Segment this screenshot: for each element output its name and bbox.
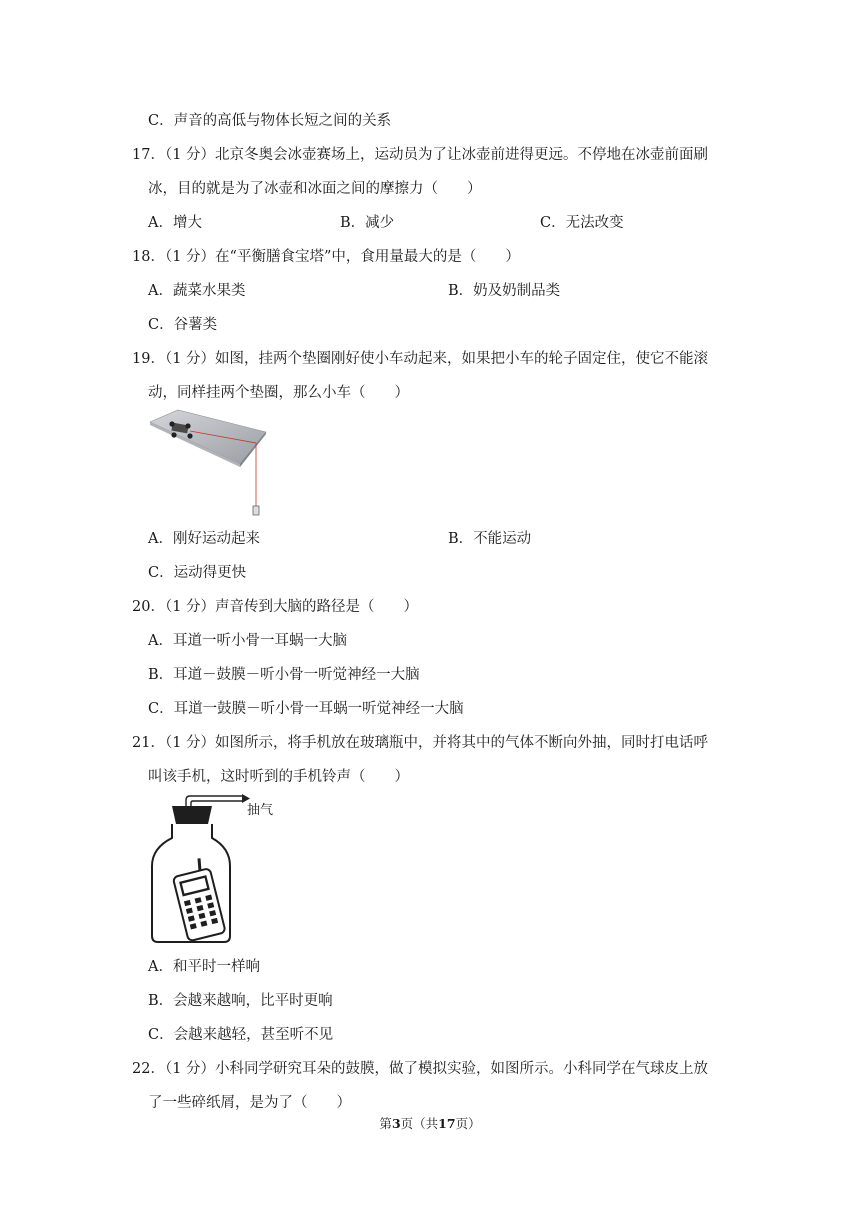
q19-stem-line1: 19．（1 分）如图，挂两个垫圈刚好使小车动起来，如果把小车的轮子固定住，使它不能滚 <box>132 351 709 367</box>
q17-option-b: B．减少 <box>340 215 395 231</box>
footer-suffix: 页） <box>455 1116 481 1131</box>
q20-option-b: B．耳道－鼓膜－听小骨一听觉神经一大脑 <box>148 667 420 683</box>
q21-stem-line1: 21．（1 分）如图所示，将手机放在玻璃瓶中，并将其中的气体不断向外抽，同时打电话呼 <box>132 735 709 751</box>
q17-option-c: C．无法改变 <box>540 215 624 231</box>
q22-stem-line1: 22．（1 分）小科同学研究耳朵的鼓膜，做了模拟实验，如图所示。小科同学在气球皮上放 <box>132 1061 709 1077</box>
total-pages: 17 <box>438 1116 456 1131</box>
q18-stem: 18．（1 分）在“平衡膳食宝塔”中，食用量最大的是（ ） <box>132 249 520 265</box>
q21-stem-line2: 叫该手机，这时听到的手机铃声（ ） <box>148 769 409 785</box>
footer-mid: 页（共 <box>400 1116 439 1131</box>
phone-in-jar-figure <box>150 794 286 946</box>
page-number: 3 <box>391 1116 401 1131</box>
q21-option-a: A．和平时一样响 <box>148 959 260 975</box>
q19-stem-line2: 动，同样挂两个垫圈，那么小车（ ） <box>148 385 409 401</box>
cart-on-table-figure <box>148 406 270 520</box>
page-footer <box>0 1114 860 1132</box>
q21-option-c: C．会越来越轻，甚至听不见 <box>148 1027 334 1043</box>
phone-icon <box>170 856 226 941</box>
q20-option-a: A．耳道一听小骨一耳蜗一大脑 <box>148 633 347 649</box>
q19-option-a: A．刚好运动起来 <box>148 531 260 547</box>
footer-prefix: 第 <box>379 1116 392 1131</box>
q18-option-a: A．蔬菜水果类 <box>148 283 246 299</box>
q17-option-a: A．增大 <box>148 215 202 231</box>
q19-option-c: C．运动得更快 <box>148 565 247 581</box>
figure-label-pump: 抽气 <box>247 802 274 817</box>
q18-option-b: B．奶及奶制品类 <box>448 283 561 299</box>
q16-option-c: C．声音的高低与物体长短之间的关系 <box>148 113 392 129</box>
q19-option-b: B．不能运动 <box>448 531 532 547</box>
q22-stem-line2: 了一些碎纸屑，是为了（ ） <box>148 1095 351 1111</box>
q17-stem-line1: 17．（1 分）北京冬奥会冰壶赛场上，运动员为了让冰壶前进得更远。不停地在冰壶前面刷 <box>132 147 709 163</box>
q17-stem-line2: 冰，目的就是为了冰壶和冰面之间的摩擦力（ ） <box>148 181 482 197</box>
q21-option-b: B．会越来越响，比平时更响 <box>148 993 333 1009</box>
q18-option-c: C．谷薯类 <box>148 317 218 333</box>
q20-stem: 20．（1 分）声音传到大脑的路径是（ ） <box>132 599 419 615</box>
q20-option-c: C．耳道一鼓膜－听小骨一耳蜗一听觉神经一大脑 <box>148 701 464 717</box>
